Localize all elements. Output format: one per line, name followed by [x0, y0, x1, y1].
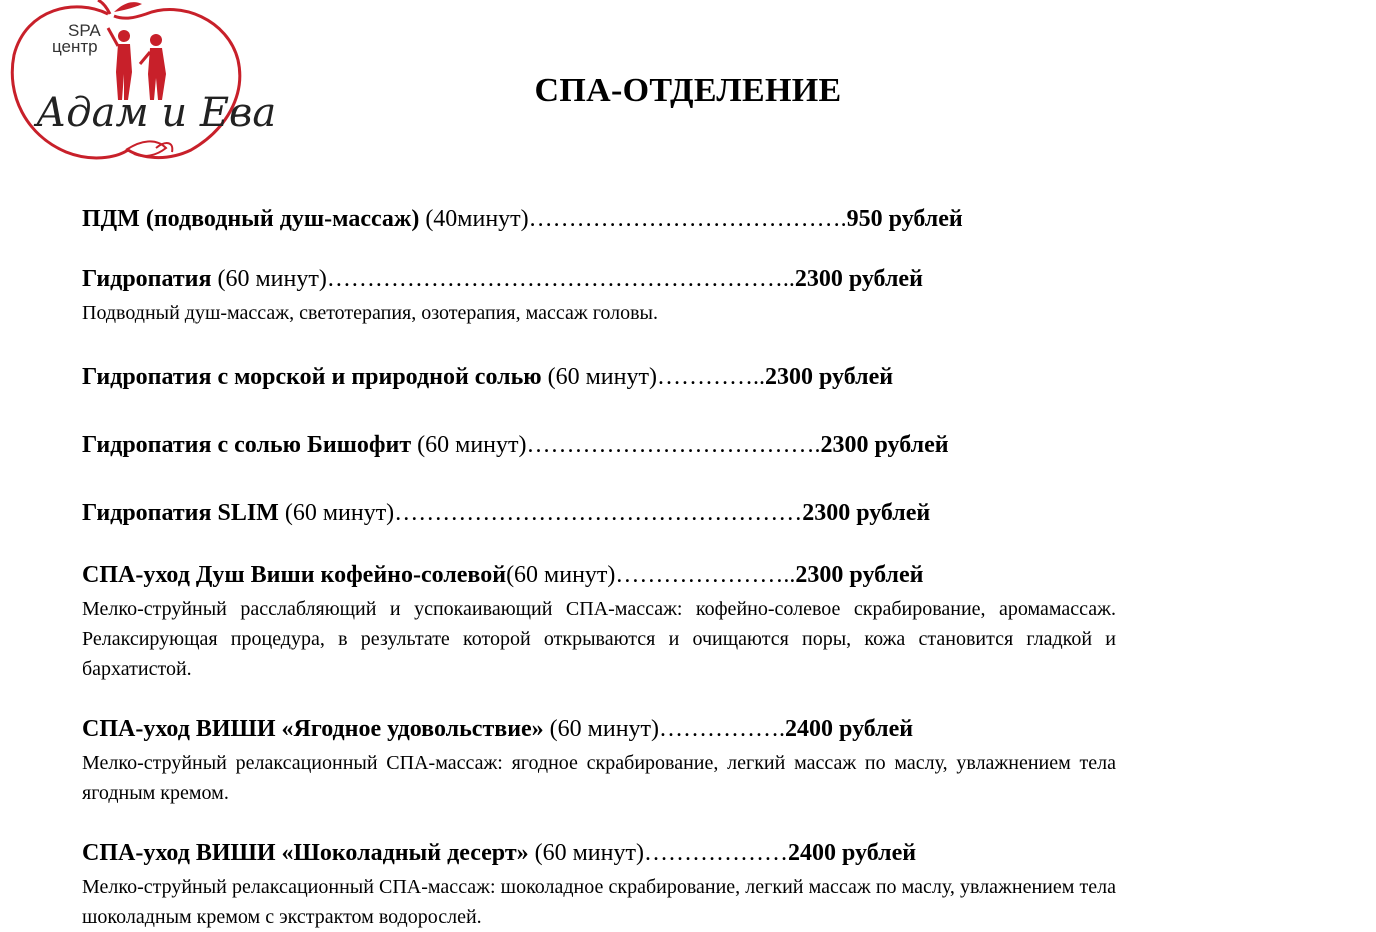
service-item	[82, 200, 1116, 238]
service-name: ПДМ (подводный душ-массаж)	[82, 206, 420, 232]
service-price: 2300 рублей	[820, 432, 949, 458]
service-item	[82, 494, 1116, 532]
service-dots: ………………………………….	[528, 206, 847, 232]
service-item	[82, 556, 1116, 684]
service-name: СПА-уход ВИШИ «Ягодное удовольствие»	[82, 716, 544, 742]
service-item	[82, 710, 1116, 808]
logo-center-text: центр	[52, 37, 98, 56]
service-dots: …………..	[656, 364, 765, 390]
service-price: 2300 рублей	[795, 562, 924, 588]
service-price: 2400 рублей	[785, 716, 914, 742]
service-line	[82, 200, 1116, 238]
service-line	[82, 556, 1116, 594]
service-duration: (60 минут)	[211, 266, 327, 292]
service-name: Гидропатия с морской и природной солью	[82, 364, 542, 390]
service-item	[82, 260, 1116, 328]
service-dots: …………………..	[615, 562, 796, 588]
service-description: Мелко-струйный расслабляющий и успокаивающий СПА-массаж: кофейно-солевое скрабирование, аромамассаж. Релаксирующая процедура, в результате которой открываются и очищаются поры, кожа становится гладкой и бархатистой.	[82, 598, 1116, 680]
service-dots: …………………………………………………..	[326, 266, 795, 292]
service-description: Мелко-струйный релаксационный СПА-массаж: ягодное скрабирование, легкий массаж по маслу, увлажнением тела ягодным кремом.	[82, 752, 1116, 804]
service-item	[82, 426, 1116, 464]
service-duration: (60 минут)	[506, 562, 616, 588]
service-duration: (60 минут)	[411, 432, 527, 458]
service-dots: ………………	[643, 840, 788, 866]
service-line	[82, 426, 1116, 464]
service-line	[82, 494, 1116, 532]
service-price: 2400 рублей	[787, 840, 917, 866]
service-name: СПА-уход ВИШИ «Шоколадный десерт»	[82, 840, 529, 866]
price-list	[82, 200, 1116, 932]
service-line	[82, 260, 1116, 298]
service-price: 2300 рублей	[802, 500, 931, 526]
service-name: Гидропатия SLIM	[82, 500, 279, 526]
service-dots: ……………………………………………	[394, 500, 803, 526]
service-name: СПА-уход Душ Виши кофейно-солевой	[82, 562, 507, 588]
service-dots: ……………………………….	[526, 432, 821, 458]
service-duration: (60 минут)	[543, 716, 660, 742]
service-duration: (60 минут)	[278, 500, 395, 526]
service-line	[82, 834, 1116, 872]
service-description: Мелко-струйный релаксационный СПА-массаж: шоколадное скрабирование, легкий массаж по маслу, увлажнением тела шоколадным кремом с экстрактом водорослей.	[82, 876, 1116, 928]
service-duration: (40минут)	[419, 206, 529, 232]
service-dots: …………….	[659, 716, 786, 742]
service-name: Гидропатия с солью Бишофит	[82, 432, 412, 458]
logo-script-text: Адам и Ева	[36, 90, 277, 136]
service-price: 950 рублей	[846, 206, 963, 232]
service-line	[82, 358, 1116, 396]
service-name: Гидропатия	[82, 266, 212, 292]
service-line	[82, 710, 1116, 748]
service-price: 2300 рублей	[764, 364, 894, 390]
service-description: Подводный душ-массаж, светотерапия, озотерапия, массаж головы.	[82, 302, 658, 324]
logo-spa-text: SPA	[68, 21, 101, 40]
service-item	[82, 358, 1116, 396]
service-duration: (60 минут)	[541, 364, 657, 390]
service-duration: (60 минут)	[528, 840, 644, 866]
page-title: СПА-ОТДЕЛЕНИЕ	[534, 72, 842, 109]
service-price: 2300 рублей	[794, 266, 923, 292]
service-item	[82, 834, 1116, 932]
